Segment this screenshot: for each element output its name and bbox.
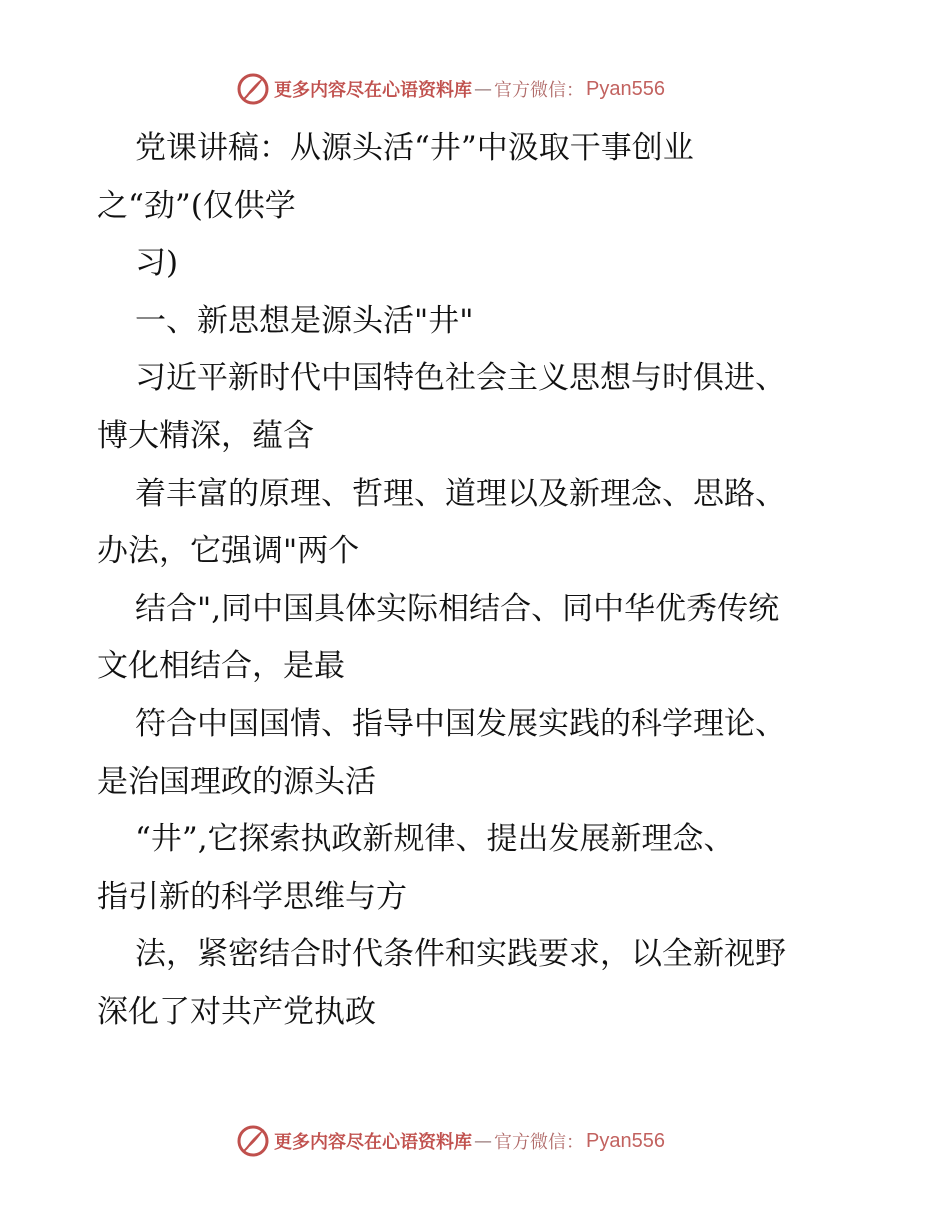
body-line: 指引新的科学思维与方 xyxy=(97,878,407,915)
body-line: 深化了对共产党执政 xyxy=(97,993,376,1030)
title-line-1: 党课讲稿：从源头活“井”中汲取干事创业 xyxy=(135,130,694,166)
quill-seal-logo-icon xyxy=(236,72,270,106)
watermark-wechat-id: Pyan556 xyxy=(586,77,665,100)
body-line: 着丰富的原理、哲理、道理以及新理念、思路、 xyxy=(135,475,786,512)
body-line: 博大精深，蕴含 xyxy=(97,417,314,454)
body-line: 法，紧密结合时代条件和实践要求，以全新视野 xyxy=(135,936,786,973)
watermark-wechat-label: 官方微信： xyxy=(494,1132,584,1153)
section-heading: 一、新思想是源头活"井" xyxy=(135,302,474,339)
quill-seal-logo-icon xyxy=(236,1124,270,1158)
watermark-dash: — xyxy=(474,78,492,100)
title-line-2: 之“劲”(仅供学 xyxy=(97,187,296,224)
watermark-wechat-id: Pyan556 xyxy=(586,1129,665,1152)
body-line: 是治国理政的源头活 xyxy=(97,763,376,800)
watermark-dash: — xyxy=(474,1130,492,1152)
watermark-brand: 更多内容尽在心语资料库 xyxy=(274,1132,472,1153)
body-line: “井”,它探索执政新规律、提出发展新理念、 xyxy=(135,821,735,858)
footer-watermark xyxy=(236,1124,665,1158)
header-watermark xyxy=(236,72,665,106)
body-line: 办法，它强调"两个 xyxy=(97,533,360,570)
watermark-wechat-label: 官方微信： xyxy=(494,80,584,101)
body-line: 习近平新时代中国特色社会主义思想与时俱进、 xyxy=(135,360,786,397)
title-line-3: 习) xyxy=(135,245,179,282)
document-body xyxy=(97,120,917,1042)
body-line: 结合",同中国具体实际相结合、同中华优秀传统 xyxy=(135,590,780,627)
body-line: 文化相结合，是最 xyxy=(97,648,345,685)
body-line: 符合中国国情、指导中国发展实践的科学理论、 xyxy=(135,705,786,742)
watermark-brand: 更多内容尽在心语资料库 xyxy=(274,80,472,101)
